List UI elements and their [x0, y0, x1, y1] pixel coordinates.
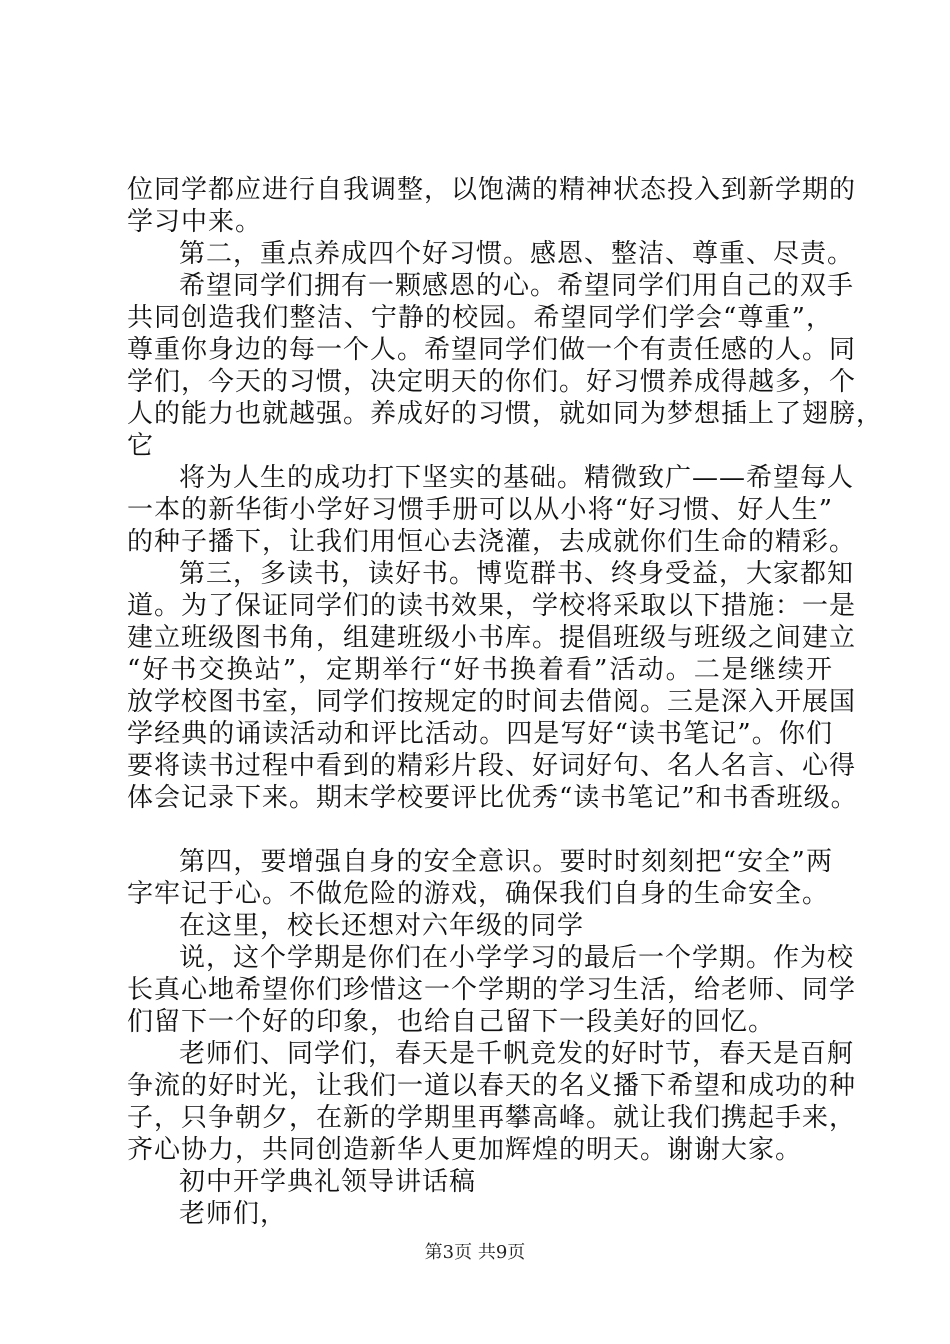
page-number-footer: 第3页 共9页	[424, 1242, 526, 1263]
text-line: 放学校图书室，同学们按规定的时间去借阅。三是深入开展国	[127, 687, 857, 717]
text-line: 学们，今天的习惯，决定明天的你们。好习惯养成得越多，个	[127, 367, 857, 397]
text-line: 子，只争朝夕，在新的学期里再攀高峰。就让我们携起手来，	[127, 1103, 857, 1133]
text-line: 它	[127, 431, 155, 461]
text-line: 位同学都应进行自我调整，以饱满的精神状态投入到新学期的	[127, 175, 857, 205]
text-line: 老师们，	[179, 1199, 288, 1229]
text-line: 尊重你身边的每一个人。希望同学们做一个有责任感的人。同	[127, 335, 857, 365]
text-line: 长真心地希望你们珍惜这一个学期的学习生活，给老师、同学	[127, 975, 857, 1005]
text-line: 体会记录下来。期末学校要评比优秀“读书笔记”和书香班级。	[127, 783, 858, 813]
text-line: 共同创造我们整洁、宁静的校园。希望同学们学会“尊重”，	[127, 303, 833, 333]
text-line: 字牢记于心。不做危险的游戏，确保我们自身的生命安全。	[127, 879, 830, 909]
text-line: 争流的好时光，让我们一道以春天的名义播下希望和成功的种	[127, 1071, 857, 1101]
text-line: 齐心协力，共同创造新华人更加辉煌的明天。谢谢大家。	[127, 1135, 803, 1165]
text-line: 说，这个学期是你们在小学学习的最后一个学期。作为校	[179, 943, 855, 973]
document-body	[127, 174, 884, 1230]
text-line: 初中开学典礼领导讲话稿	[179, 1167, 477, 1197]
text-line: 第三，多读书，读好书。博览群书、终身受益，大家都知	[179, 559, 855, 589]
text-line: 希望同学们拥有一颗感恩的心。希望同学们用自己的双手	[179, 271, 855, 301]
text-line: 道。为了保证同学们的读书效果，学校将采取以下措施：一是	[127, 591, 857, 621]
text-line: 的种子播下，让我们用恒心去浇灌，去成就你们生命的精彩。	[127, 527, 857, 557]
text-line: 将为人生的成功打下坚实的基础。精微致广——希望每人	[179, 463, 855, 493]
text-line	[127, 814, 833, 846]
text-line: 学经典的诵读活动和评比活动。四是写好“读书笔记”。你们	[127, 719, 833, 749]
text-line: 人的能力也就越强。养成好的习惯，就如同为梦想插上了翅膀，	[127, 399, 884, 429]
text-line: 建立班级图书角，组建班级小书库。提倡班级与班级之间建立	[127, 623, 857, 653]
text-line: 在这里，校长还想对六年级的同学	[179, 911, 585, 941]
text-line: 一本的新华街小学好习惯手册可以从小将“好习惯、好人生”	[127, 495, 833, 525]
text-line: 第四，要增强自身的安全意识。要时时刻刻把“安全”两	[179, 847, 833, 877]
text-line: 们留下一个好的印象，也给自己留下一段美好的回忆。	[127, 1007, 776, 1037]
text-line: 老师们、同学们，春天是千帆竞发的好时节，春天是百舸	[179, 1039, 855, 1069]
text-line: 第二，重点养成四个好习惯。感恩、整洁、尊重、尽责。	[179, 239, 855, 269]
text-line: 学习中来。	[127, 207, 263, 237]
text-line: “好书交换站”，定期举行“好书换着看”活动。二是继续开	[127, 655, 833, 685]
text-line: 要将读书过程中看到的精彩片段、好词好句、名人名言、心得	[127, 751, 857, 781]
